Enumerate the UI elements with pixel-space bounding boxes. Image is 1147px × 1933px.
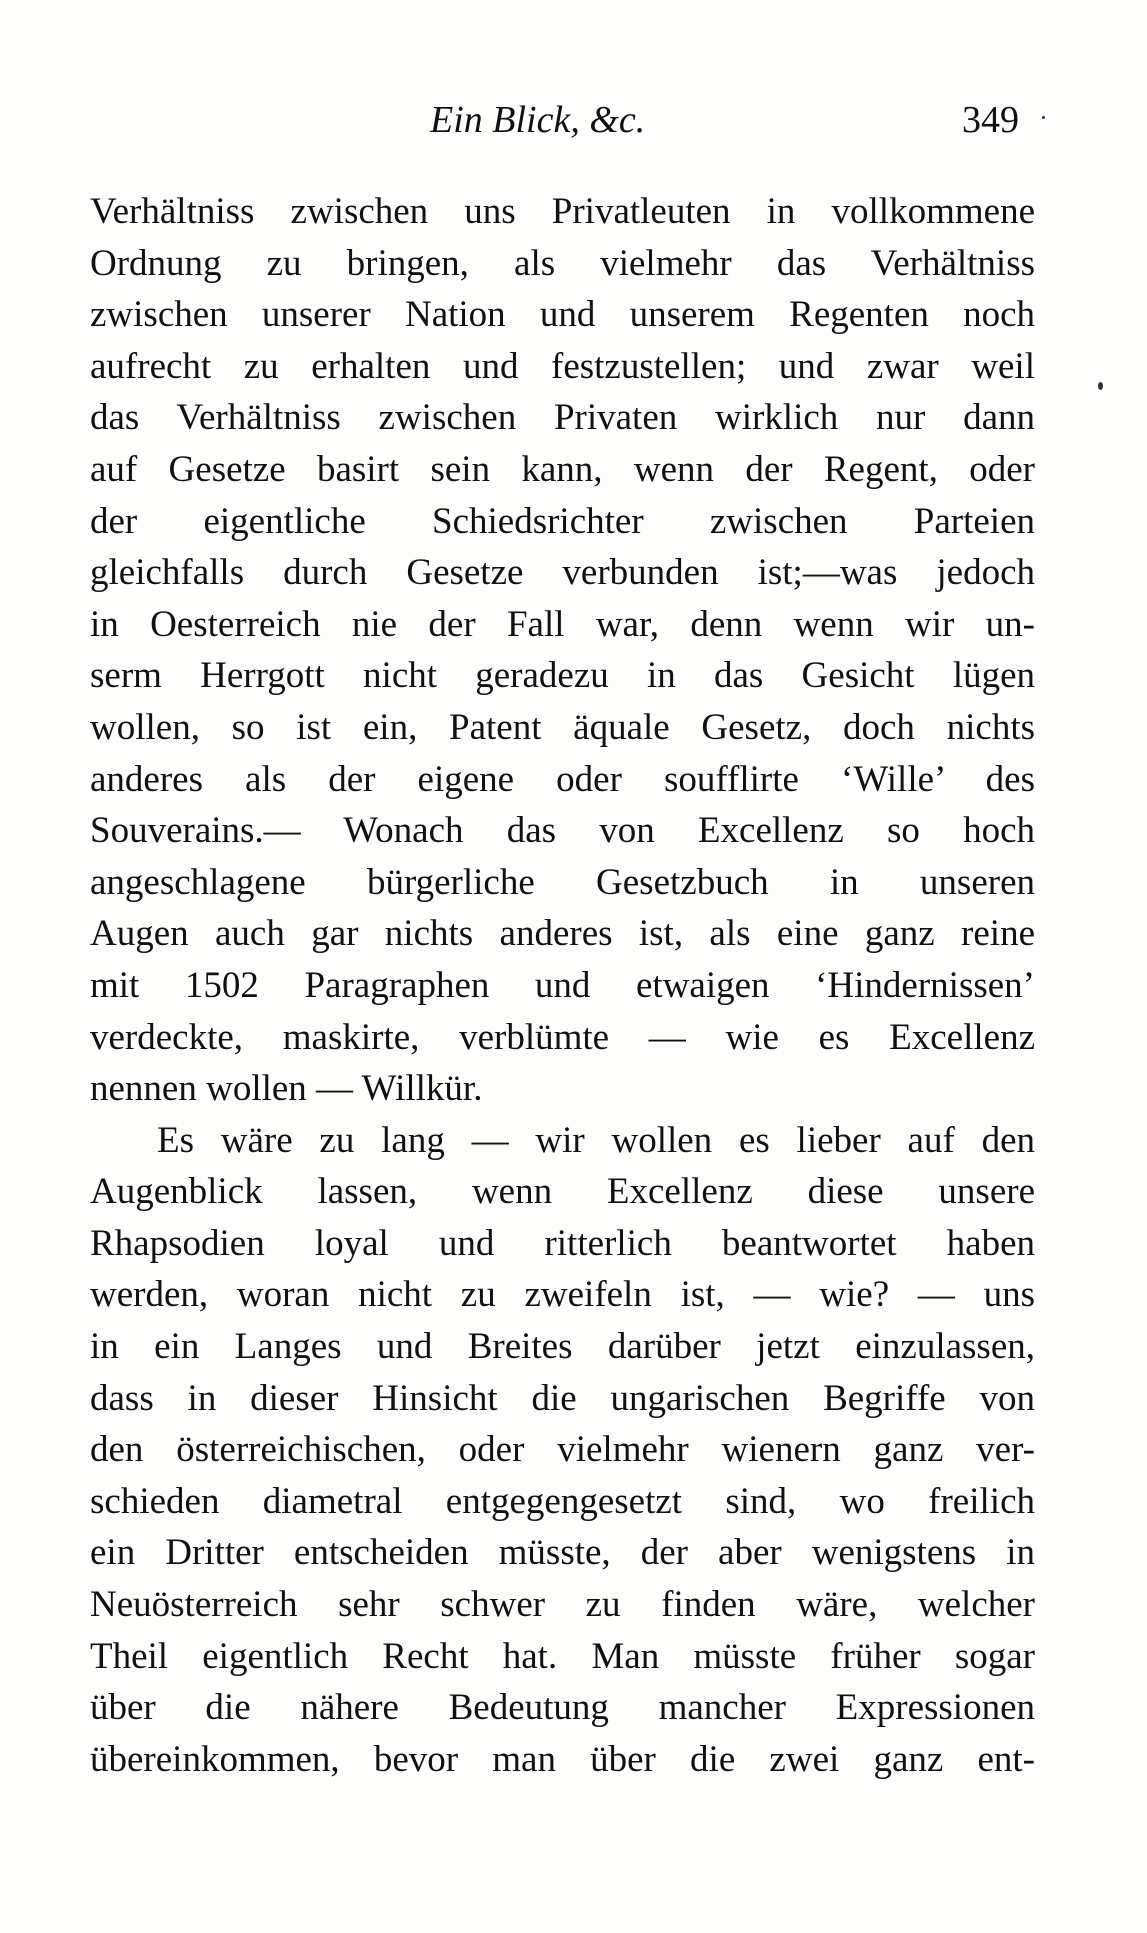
text-line: Souverains.— Wonach das von Excellenz so hoch (90, 810, 1035, 852)
text-line: nennen wollen — Willkür. (90, 1068, 483, 1110)
body-text (90, 186, 1035, 1785)
paragraph-1 (90, 186, 1035, 1115)
print-speck (1098, 382, 1103, 390)
text-line: verdeckte, maskirte, verblümte — wie es Excellenz (90, 1016, 1035, 1058)
text-line: übereinkommen, bevor man über die zwei ganz ent- (90, 1738, 1035, 1780)
text-line: aufrecht zu erhalten und festzustellen; und zwar weil (90, 345, 1035, 387)
page-header (0, 94, 1147, 146)
text-line: mit 1502 Paragraphen und etwaigen ‘Hindernissen’ (90, 964, 1035, 1006)
text-line: den österreichischen, oder vielmehr wienern ganz ver- (90, 1429, 1035, 1471)
text-line: Augenblick lassen, wenn Excellenz diese unsere (90, 1171, 1035, 1213)
text-line: Neuösterreich sehr schwer zu finden wäre, welcher (90, 1584, 1035, 1626)
text-line: auf Gesetze basirt sein kann, wenn der Regent, oder (90, 448, 1035, 490)
text-line: werden, woran nicht zu zweifeln ist, — wie? — uns (90, 1274, 1035, 1316)
text-line: das Verhältniss zwischen Privaten wirklich nur dann (90, 397, 1035, 439)
text-line: über die nähere Bedeutung mancher Expressionen (90, 1687, 1035, 1729)
text-line: angeschlagene bürgerliche Gesetzbuch in unseren (90, 861, 1035, 903)
page-number: 349 (962, 99, 1019, 141)
text-line: der eigentliche Schiedsrichter zwischen Parteien (90, 500, 1035, 542)
text-line: dass in dieser Hinsicht die ungarischen Begriffe von (90, 1377, 1035, 1419)
text-line: Es wäre zu lang — wir wollen es lieber auf den (157, 1119, 1035, 1161)
text-line: Theil eigentlich Recht hat. Man müsste früher sogar (90, 1635, 1035, 1677)
text-line: in Oesterreich nie der Fall war, denn wenn wir un- (90, 603, 1035, 645)
text-line: Ordnung zu bringen, als vielmehr das Verhältniss (90, 242, 1035, 284)
paragraph-2 (90, 1115, 1035, 1786)
text-line: in ein Langes und Breites darüber jetzt einzulassen, (90, 1326, 1035, 1368)
text-line: Augen auch gar nichts anderes ist, als eine ganz reine (90, 913, 1035, 955)
text-line: Verhältniss zwischen uns Privatleuten in vollkommene (90, 191, 1035, 232)
text-line: gleichfalls durch Gesetze verbunden ist;—was jedoch (90, 552, 1035, 594)
text-line: anderes als der eigene oder soufflirte ‘Wille’ des (90, 758, 1035, 800)
text-line: wollen, so ist ein, Patent äquale Gesetz, doch nichts (90, 706, 1035, 748)
text-line: zwischen unserer Nation und unserem Regenten noch (90, 294, 1035, 336)
text-line: Rhapsodien loyal und ritterlich beantwortet haben (90, 1222, 1035, 1264)
text-line: serm Herrgott nicht geradezu in das Gesicht lügen (90, 655, 1035, 697)
text-line: ein Dritter entscheiden müsste, der aber wenigstens in (90, 1532, 1035, 1574)
running-title: Ein Blick, &c. (430, 99, 646, 141)
text-line: schieden diametral entgegengesetzt sind, wo freilich (90, 1480, 1035, 1522)
print-speck (1042, 116, 1045, 119)
